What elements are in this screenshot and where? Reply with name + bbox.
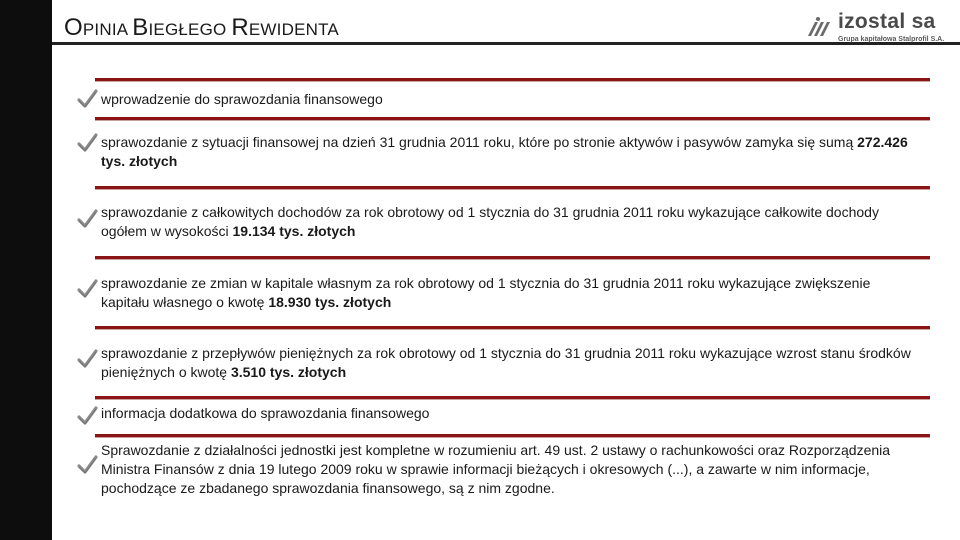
item-amount: 18.930 tys. złotych	[268, 294, 392, 310]
separator-rule	[95, 326, 930, 329]
item-text: sprawozdanie z sytuacji finansowej na dzień 31 grudnia 2011 roku, które po stronie aktywów i pasywów zamyka się sumą	[101, 134, 858, 150]
company-logo	[806, 10, 945, 46]
title-part: PINIA	[82, 20, 133, 39]
separator-rule	[95, 78, 930, 81]
checkmark-icon	[76, 132, 98, 154]
checkmark-icon	[76, 405, 98, 427]
title-part: EWIDENTA	[248, 20, 339, 39]
left-accent-bar	[0, 0, 52, 540]
separator-rule	[95, 186, 930, 189]
title-part: R	[231, 14, 249, 41]
item-text: wprowadzenie do sprawozdania finansowego	[101, 91, 383, 107]
checkmark-icon	[76, 208, 98, 230]
slide-title	[64, 14, 339, 42]
title-part: B	[132, 14, 149, 41]
title-part: O	[64, 14, 83, 41]
separator-rule	[95, 434, 930, 437]
separator-rule	[95, 117, 930, 120]
list-item	[101, 404, 921, 423]
title-part: IEGŁEGO	[148, 20, 232, 39]
item-text: sprawozdanie z całkowitych dochodów za rok obrotowy od 1 stycznia do 31 grudnia 2011 roku wykazujące całkowite dochody ogółem w wysokości	[101, 204, 879, 239]
list-item	[101, 90, 921, 109]
list-item	[101, 274, 921, 312]
logo-subtitle: Grupa kapitałowa Stalprofil S.A.	[838, 36, 945, 43]
list-item	[101, 133, 921, 171]
izostal-logo-icon	[806, 16, 832, 38]
item-text: Sprawozdanie z działalności jednostki jest kompletne w rozumieniu art. 49 ust. 2 ustawy o rachunkowości oraz Rozporządzenia Ministra Finansów z dnia 19 lutego 2009 roku w sprawie informacji bieżących i okresowych (...), a zawarte w nim informacje, pochodzące ze zbadanego sprawozdania finansowego, są z nim zgodne.	[101, 442, 891, 496]
checkmark-icon	[76, 348, 98, 370]
item-text: informacja dodatkowa do sprawozdania finansowego	[101, 405, 430, 421]
list-item	[101, 344, 921, 382]
logo-name: izostal sa	[838, 10, 936, 33]
separator-rule	[95, 256, 930, 259]
item-amount: 272.426 tys. złotych	[101, 134, 908, 169]
list-item	[101, 441, 921, 498]
item-text: sprawozdanie ze zmian w kapitale własnym za rok obrotowy od 1 stycznia do 31 grudnia 2011 roku wykazujące zwiększenie kapitału własnego o kwotę	[101, 275, 871, 310]
checkmark-icon	[76, 88, 98, 110]
item-amount: 3.510 tys. złotych	[230, 364, 347, 380]
checkmark-icon	[76, 454, 98, 476]
item-text: sprawozdanie z przepływów pieniężnych za rok obrotowy od 1 stycznia do 31 grudnia 2011 roku wykazujące wzrost stanu środków pieniężnych o kwotę	[101, 345, 911, 380]
item-amount: 19.134 tys. złotych	[232, 223, 356, 239]
list-item	[101, 203, 921, 241]
separator-rule	[95, 396, 930, 399]
checkmark-icon	[76, 278, 98, 300]
